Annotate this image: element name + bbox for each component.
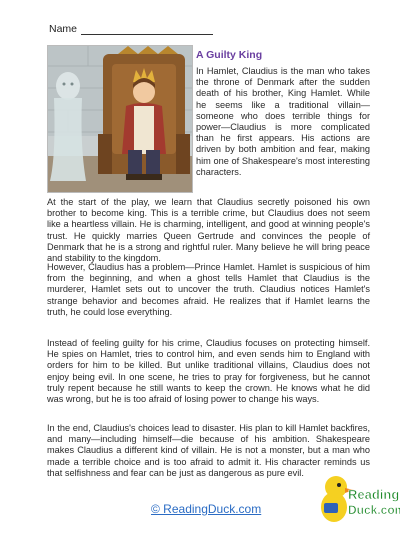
article-paragraph-3: However, Claudius has a problem—Prince Hamlet. Hamlet is suspicious of him from the beginning, and when a ghost tells Hamlet that Claudius is the murderer, Hamlet sets out to uncover the truth. Claudius notices Hamlet's strange behavior and becomes afraid. He realizes that if Hamlet learns the truth, he could lose everything.: [47, 262, 370, 317]
name-blank-line[interactable]: [81, 25, 213, 35]
king-throne-illustration: [47, 45, 193, 193]
article-paragraph-5: In the end, Claudius's choices lead to disaster. His plan to kill Hamlet backfires, and many—including himself—die because of his ambition. Shakespeare makes Claudius a different kind of villain. He is not a monster, but a man who made a terrible choice and is too afraid to admit it. His character reminds us that selfishness and fear can be just as dangerous as pure evil.: [47, 423, 370, 478]
logo-text-line2: Duck.com: [348, 503, 400, 517]
article-title: A Guilty King: [196, 49, 263, 61]
duck-mascot-icon: [318, 467, 400, 529]
name-label: Name: [49, 23, 78, 35]
king-on-throne-with-ghost-icon: [48, 46, 193, 193]
name-field-row: [49, 23, 213, 35]
readingduck-logo: [318, 467, 400, 529]
logo-text-line1: Reading: [348, 487, 400, 502]
readingduck-link[interactable]: © ReadingDuck.com: [151, 502, 262, 516]
article-paragraph-2: At the start of the play, we learn that Claudius secretly poisoned his own brother to become king. This is a terrible crime, but Claudius does not seem like a heartless villain. He is charming, intelligent, and good at winning people's trust. He quickly marries Queen Gertrude and convinces the people of Denmark that he is a strong and rightful ruler. Many believe he will bring peace and stability to the kingdom.: [47, 197, 370, 264]
article-paragraph-4: Instead of feeling guilty for his crime, Claudius focuses on protecting himself. He spies on Hamlet, tries to control him, and even sends him to England with orders for him to be killed. But unlike traditional villains, Claudius does not enjoy being evil. In one scene, he tries to pray for forgiveness, but he cannot truly repent because he still wants to keep the crown. He knows what he did was wrong, but he is too afraid of losing power to change his ways.: [47, 338, 370, 405]
article-paragraph-1: In Hamlet, Claudius is the man who takes the throne of Denmark after the sudden death of his brother, King Hamlet. While he seems like a traditional villain—someone who does terrible things for power—Claudius is more complicated than he first appears. His actions are driven by both ambition and fear, making him one of Shakespeare's most interesting characters.: [196, 66, 370, 177]
